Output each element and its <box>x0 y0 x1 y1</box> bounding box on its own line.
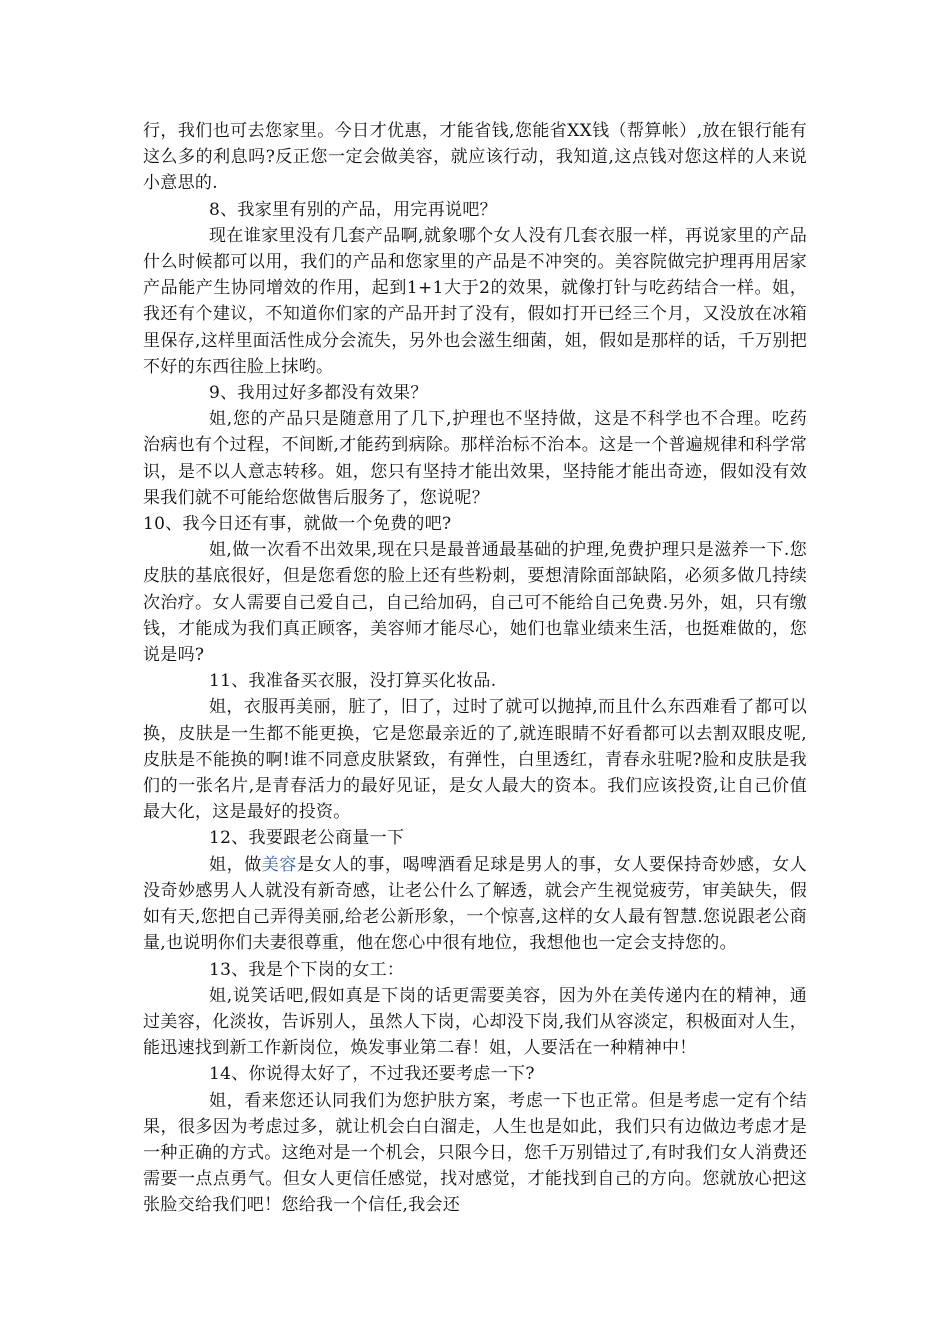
answer-14: 姐，看来您还认同我们为您护肤方案，考虑一下也正常。但是考虑一定有个结果，很多因为考虑过多，就让机会白白溜走，人生也是如此，我们只有边做边考虑才是一种正确的方式。这绝对是一个机会，只限今日，您千万别错过了,有时我们女人消费还需要一点点勇气。但女人更信任感觉，找对感觉，才能找到自己的方向。您就放心把这张脸交给我们吧！您给我一个信任,我会还 <box>143 1090 807 1216</box>
answer-12 <box>143 852 807 957</box>
answer-12-pre: 姐，做 <box>209 854 262 875</box>
answer-9: 姐,您的产品只是随意用了几下,护理也不坚持做，这是不科学也不合理。吃药治病也有个过程，不间断,才能药到病除。那样治标不治本。这是一个普遍规律和科学常识，是不以人意志转移。姐，您只有坚持才能出效果，坚持能才能出奇迹，假如没有效果我们就不可能给您做售后服务了，您说呢？ <box>143 409 807 508</box>
question-8: 8、我家里有别的产品，用完再说吧？ <box>209 199 497 220</box>
question-10: 10、我今日还有事，就做一个免费的吧? <box>143 514 452 535</box>
answer-8: 现在谁家里没有几套产品啊,就象哪个女人没有几套衣服一样，再说家里的产品什么时候都可以用，我们的产品和您家里的产品是不冲突的。美容院做完护理再用居家产品能产生协同增效的作用，起到1+1大于2的效果，就像打针与吃药结合一样。姐，我还有个建议，不知道你们家的产品开封了没有，假如打开已经三个月，又没放在冰箱里保存,这样里面活性成分会流失，另外也会滋生细菌，姐，假如是那样的话，千万别把不好的东西往脸上抹哟。 <box>143 225 807 377</box>
question-13: 13、我是个下岗的女工： <box>209 959 405 980</box>
document-body <box>143 118 807 1219</box>
intro-paragraph: 行，我们也可去您家里。今日才优惠，才能省钱,您能省XX钱（帮算帐）,放在银行能有这么多的利息吗?反正您一定会做美容，就应该行动，我知道,这点钱对您这样的人来说小意思的. <box>143 121 807 194</box>
question-12: 12、我要跟老公商量一下 <box>209 828 405 849</box>
answer-11: 姐，衣服再美丽，脏了，旧了，过时了就可以抛掉,而且什么东西难看了都可以换，皮肤是一生都不能更换，它是您最亲近的了,就连眼睛不好看都可以去割双眼皮呢,皮肤是不能换的啊!谁不同意皮肤紧致，有弹性，白里透红，青春永驻呢?脸和皮肤是我们的一张名片,是青春活力的最好见证，是女人最大的资本。我们应该投资,让自己价值最大化，这是最好的投资。 <box>143 697 807 823</box>
question-11: 11、我准备买衣服，没打算买化妆品. <box>209 671 497 692</box>
answer-12-post: 是女人的事，喝啤酒看足球是男人的事，女人要保持奇妙感，女人没奇妙感男人人就没有新奇感，让老公什么了解透，就会产生视觉疲劳，审美缺失，假如有天,您把自己弄得美丽,给老公新形象，一个惊喜,这样的女人最有智慧.您说跟老公商量,也说明你们夫妻很尊重，他在您心中很有地位，我想他也一定会支持您的。 <box>143 854 807 954</box>
answer-13: 姐,说笑话吧,假如真是下岗的话更需要美容，因为外在美传递内在的精神，通过美容，化淡妆，告诉别人，虽然人下岗，心却没下岗,我们从容淡定，积极面对人生，能迅速找到新工作新岗位，焕发事业第二春！姐，人要活在一种精神中！ <box>143 985 807 1059</box>
answer-10: 姐,做一次看不出效果,现在只是最普通最基础的护理,免费护理只是滋养一下.您皮肤的基底很好，但是您看您的脸上还有些粉刺，要想清除面部缺陷，必须多做几持续次治疗。女人需要自己爱自己，自己给加码，自己可不能给自己免费.另外，姐，只有缴钱，才能成为我们真正顾客，美容师才能尽心，她们也靠业绩来生活，也挺难做的，您说是吗? <box>143 540 807 666</box>
beauty-link[interactable]: 美容 <box>261 854 297 875</box>
question-14: 14、你说得太好了，不过我还要考虑一下? <box>209 1064 535 1085</box>
question-9: 9、我用过好多都没有效果？ <box>209 383 428 404</box>
